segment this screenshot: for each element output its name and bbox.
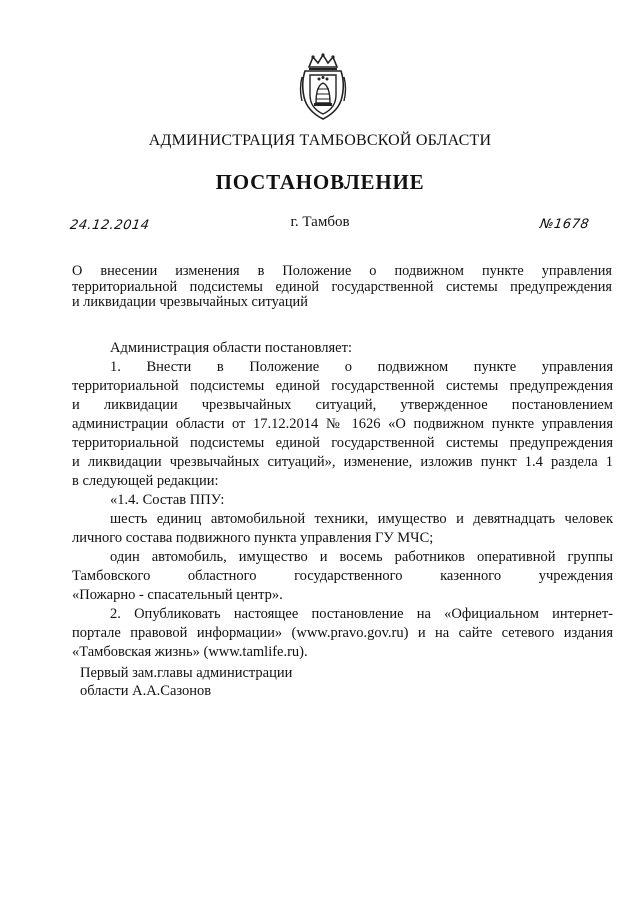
signatory-position: Первый зам.главы администрации [80,665,293,681]
body-line: территориальной подсистемы единой государственной системы предупреждения [72,435,613,451]
document-number: №1678 [538,217,591,232]
body-line: в следующей редакции: [72,473,219,489]
body-line: 1. Внести в Положение о подвижном пункте управления [110,359,613,375]
body-line: один автомобиль, имущество и восемь работников оперативной группы [110,549,613,565]
body-line: «Пожарно - спасательный центр». [72,587,283,603]
body-line: 2. Опубликовать настоящее постановление на «Официальном интернет- [110,606,613,622]
subject-line: О внесении изменения в Положение о подвижном пункте управления [72,263,612,279]
document-date: 24.12.2014 [68,218,151,233]
body-line: «Тамбовская жизнь» (www.tamlife.ru). [72,644,308,660]
subject-line: и ликвидации чрезвычайных ситуаций [72,294,308,310]
signatory-name: области А.А.Сазонов [80,683,212,699]
body-line: портале правовой информации» (www.pravo.gov.ru) и на сайте сетевого издания [72,625,613,641]
document-city: г. Тамбов [290,214,350,230]
document-type-title: ПОСТАНОВЛЕНИЕ [215,170,425,194]
body-line: Администрация области постановляет: [110,340,352,356]
body-line: и ликвидации чрезвычайных ситуаций, утвержденное постановлением [72,397,613,413]
body-line: территориальной подсистемы единой государственной системы предупреждения [72,378,613,394]
body-line: шесть единиц автомобильной техники, имущество и девятнадцать человек [110,511,613,527]
document-body [72,339,613,662]
body-line: «1.4. Состав ППУ: [110,492,225,508]
document-subject [72,264,612,311]
signature-block [80,664,292,700]
body-line: администрации области от 17.12.2014 № 1626 «О подвижном пункте управления [72,416,613,432]
body-line: личного состава подвижного пункта управления ГУ МЧС; [72,530,434,546]
body-line: Тамбовского областного государственного казенного учреждения [72,568,613,584]
subject-line: территориальной подсистемы единой государственной системы предупреждения [72,278,612,295]
body-line: и ликвидации чрезвычайных ситуаций», изменение, изложив пункт 1.4 раздела 1 [72,454,613,470]
organization-title: АДМИНИСТРАЦИЯ ТАМБОВСКОЙ ОБЛАСТИ [148,132,492,149]
coat-of-arms-icon [299,53,347,121]
